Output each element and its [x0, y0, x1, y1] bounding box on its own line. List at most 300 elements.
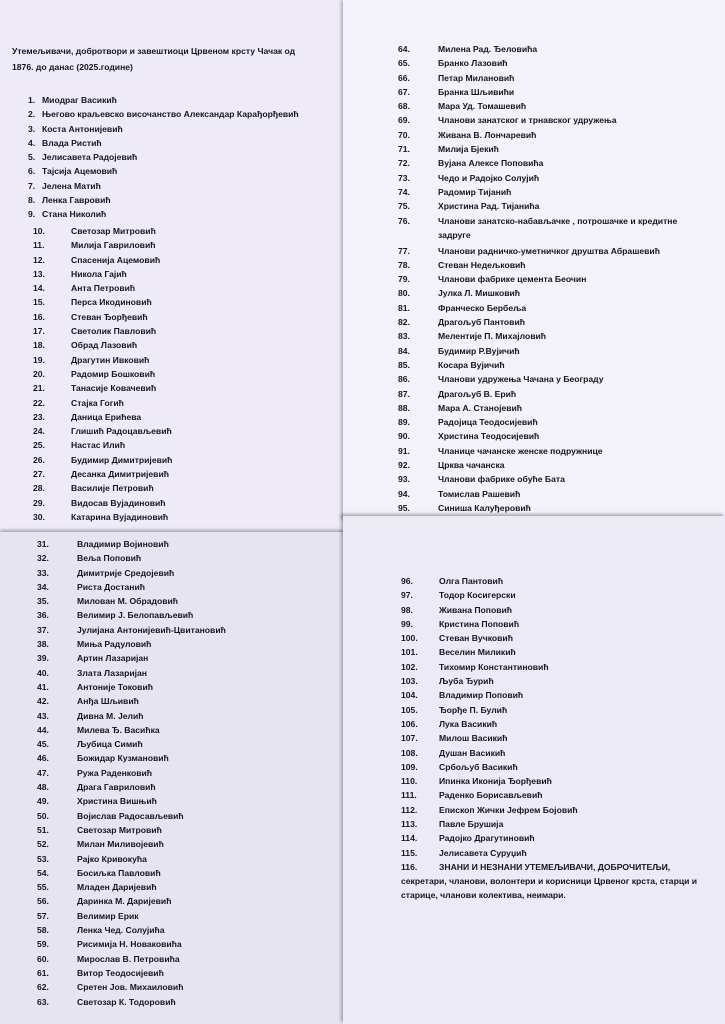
item-name: Танасије Ковачевић [71, 383, 157, 394]
item-number: 71. [398, 144, 410, 155]
item-name: Стеван Ђорђевић [71, 311, 148, 322]
list-item [398, 56, 723, 70]
item-number: 102. [401, 661, 418, 672]
item-name: Владимир Поповић [439, 690, 524, 701]
title-line-1: Утемељивачи, добротвори и завештиоци Црвеном крсту Чачак од [12, 46, 296, 56]
item-name: Тодор Косигерски [439, 590, 516, 601]
list-item [37, 866, 347, 880]
list-item [401, 631, 721, 645]
item-name: Миња Радуловић [77, 639, 152, 650]
item-number: 62. [37, 982, 49, 993]
item-name: Бранка Шљивићи [438, 86, 515, 97]
list-item [33, 310, 348, 324]
item-number: 57. [37, 910, 49, 921]
item-name: Перса Икодиновић [71, 297, 152, 308]
item-number: 83. [398, 331, 410, 342]
item-number: 104. [401, 690, 418, 701]
list-item [37, 751, 347, 765]
item-name: Кристина Поповић [439, 618, 520, 629]
list-item [398, 501, 723, 515]
item-number: 72. [398, 158, 410, 169]
item-number: 85. [398, 359, 410, 370]
document-title [12, 43, 347, 75]
item-name: Веља Поповић [77, 553, 142, 564]
item-name: Чедо и Радојко Солујић [438, 172, 540, 183]
item-number: 100. [401, 633, 418, 644]
item-number: 64. [398, 44, 410, 54]
item-number: 84. [398, 345, 410, 356]
list-item [28, 107, 348, 121]
item-number: 96. [401, 576, 413, 586]
item-name: Ружа Раденковић [77, 767, 153, 778]
item-name: Душан Васикић [439, 747, 506, 758]
item-name: Радомир Тијанић [438, 186, 512, 197]
list-item [33, 467, 348, 481]
item-number: 45. [37, 739, 49, 750]
member-list-10-30 [33, 224, 348, 524]
list-item [398, 344, 723, 358]
item-number: 7. [28, 180, 36, 191]
list-item [37, 837, 347, 851]
item-number: 88. [398, 402, 410, 413]
item-name: Живана Поповић [439, 604, 513, 615]
item-number: 77. [398, 245, 410, 256]
item-name: Чланови радничко-уметничког друштва Абрашевић [438, 245, 660, 256]
list-item [37, 766, 347, 780]
item-name: Мара А. Станојевић [438, 402, 523, 413]
list-item [37, 551, 347, 565]
item-name: Веселин Миликић [439, 647, 516, 658]
item-number: 69. [398, 115, 410, 126]
item-number: 92. [398, 460, 410, 471]
item-name: Милован М. Обрадовић [77, 596, 179, 607]
list-item [401, 731, 721, 745]
list-item [398, 185, 723, 199]
item-name: Артин Лазаријан [77, 653, 149, 664]
item-name: Даринка М. Даријевић [77, 896, 172, 907]
list-item [33, 481, 348, 495]
list-item [398, 487, 723, 501]
item-number: 27. [33, 469, 45, 480]
list-item [398, 113, 723, 127]
item-number: 97. [401, 590, 413, 601]
item-number: 60. [37, 953, 49, 964]
item-number: 29. [33, 497, 45, 508]
item-number: 82. [398, 317, 410, 328]
list-item [401, 803, 721, 817]
item-number: 41. [37, 681, 49, 692]
item-name: Рајко Кривокућа [77, 853, 147, 864]
item-name: Милена Рад. Ђеловића [438, 44, 538, 54]
list-item [33, 381, 348, 395]
list-item [37, 980, 347, 994]
list-item [398, 415, 723, 429]
item-number: 105. [401, 704, 418, 715]
item-number: 111. [401, 790, 417, 801]
item-number: 12. [33, 254, 45, 265]
list-item [398, 401, 723, 415]
item-number: 5. [28, 152, 36, 163]
list-item [37, 894, 347, 908]
list-item [33, 295, 348, 309]
item-name: Јулијана Антонијевић-Цвитановић [77, 624, 226, 635]
item-number: 78. [398, 259, 410, 270]
item-name: Видосав Вујадиновић [71, 497, 166, 508]
list-item [398, 99, 723, 113]
list-item [398, 71, 723, 85]
list-item [33, 496, 348, 510]
list-item [33, 338, 348, 352]
item-number: 28. [33, 483, 45, 494]
item-name: Тихомир Константиновић [439, 661, 549, 672]
item-name: Мелентије П. Михајловић [438, 331, 547, 342]
item-number: 1. [28, 95, 36, 105]
item-name: Мара Уд. Томашевић [438, 101, 527, 112]
item-name: Сретен Јов. Михаиловић [77, 982, 184, 993]
list-item [33, 324, 348, 338]
item-number: 39. [37, 653, 49, 664]
item-name: Олга Пантовић [439, 576, 504, 586]
paper-sheet-top-left [0, 0, 348, 540]
item-name: Косара Вујичић [438, 359, 505, 370]
list-item [33, 267, 348, 281]
list-item [33, 353, 348, 367]
item-number: 17. [33, 326, 45, 337]
item-name: Будимир Р.Вујичић [438, 345, 520, 356]
item-number: 35. [37, 596, 49, 607]
item-number: 58. [37, 925, 49, 936]
item-number: 67. [398, 86, 410, 97]
list-item [401, 817, 721, 831]
member-list-1-9 [28, 93, 348, 222]
item-name: Рисимија Н. Новаковића [77, 939, 182, 950]
list-item [401, 703, 721, 717]
list-item [401, 846, 721, 860]
item-name: Милева Ђ. Васићка [77, 724, 160, 735]
item-number: 115. [401, 847, 418, 858]
list-item [37, 709, 347, 723]
list-item [37, 608, 347, 622]
item-name: Владимир Војиновић [77, 539, 169, 549]
list-item [37, 909, 347, 923]
list-item [37, 780, 347, 794]
item-name: Стеван Вучковић [439, 633, 513, 644]
item-name: Спасенија Ацемовић [71, 254, 161, 265]
item-name: Антоније Токовић [77, 681, 153, 692]
item-name: Бранко Лазовић [438, 58, 508, 69]
item-name: Чланови занатског и трнавског удружења [438, 115, 617, 126]
item-name: Драгољуб Пантовић [438, 317, 525, 328]
item-name: Велимир Ј. Белопављевић [77, 610, 194, 621]
item-number: 36. [37, 610, 49, 621]
item-number: 30. [33, 511, 45, 522]
item-name: Миодраг Васикић [42, 95, 117, 105]
item-name: Ленка Гавровић [42, 195, 111, 206]
item-name: Стеван Недељковић [438, 259, 526, 270]
item-number: 24. [33, 426, 45, 437]
item-name: Обрад Лазовић [71, 340, 138, 351]
item-name: Стајка Гогић [71, 397, 124, 408]
list-item [28, 122, 348, 136]
item-number: 98. [401, 604, 413, 615]
item-number: 99. [401, 618, 413, 629]
item-name: Василије Петровић [71, 483, 154, 494]
item-number: 63. [37, 996, 49, 1007]
item-number: 11. [33, 240, 45, 251]
list-item [37, 666, 347, 680]
item-number: 107. [401, 733, 418, 744]
item-number: 38. [37, 639, 49, 650]
item-number: 53. [37, 853, 49, 864]
item-number: 3. [28, 123, 36, 134]
list-item [28, 164, 348, 178]
item-number: 59. [37, 939, 49, 950]
item-name: Павле Брушија [439, 819, 504, 830]
item-number: 19. [33, 354, 45, 365]
item-number: 112. [401, 804, 418, 815]
list-item [37, 566, 347, 580]
list-item [401, 660, 721, 674]
item-number: 46. [37, 753, 49, 764]
item-number: 76. [398, 215, 410, 226]
list-item [37, 823, 347, 837]
item-name: Коста Антонијевић [42, 123, 123, 134]
list-item [37, 852, 347, 866]
item-name: Десанка Димитријевић [71, 469, 169, 480]
list-item [401, 588, 721, 602]
list-item [398, 85, 723, 99]
item-name: Драга Гавриловић [77, 782, 156, 793]
item-number: 80. [398, 288, 410, 299]
item-number: 70. [398, 129, 410, 140]
item-number: 44. [37, 724, 49, 735]
item-number: 109. [401, 761, 418, 772]
item-number: 18. [33, 340, 45, 351]
item-name: Црква чачанска [438, 460, 505, 471]
item-number: 75. [398, 201, 410, 212]
item-number: 91. [398, 445, 410, 456]
paper-sheet-bottom-right [343, 516, 725, 1024]
item-number: 79. [398, 274, 410, 285]
list-item [398, 429, 723, 443]
item-number: 81. [398, 302, 410, 313]
item-name: Љуба Ђурић [439, 676, 494, 687]
list-item [37, 809, 347, 823]
list-item [37, 623, 347, 637]
item-number: 10. [33, 226, 45, 236]
list-item [398, 286, 723, 300]
item-name: Божидар Кузмановић [77, 753, 169, 764]
list-item [33, 396, 348, 410]
item-name: Будимир Димитријевић [71, 454, 173, 465]
list-item [398, 329, 723, 343]
list-item [398, 444, 723, 458]
list-item [401, 688, 721, 702]
item-name: Светозар Митровић [71, 226, 156, 236]
item-name: Ђорђе П. Булић [439, 704, 508, 715]
list-item [401, 746, 721, 760]
item-name: Србољуб Васикић [439, 761, 518, 772]
item-number: 48. [37, 782, 49, 793]
list-item [37, 723, 347, 737]
item-name: Анђа Шљивић [77, 696, 139, 707]
item-name: Раденко Борисављевић [439, 790, 543, 801]
item-name: Милан Миливојевић [77, 839, 164, 850]
item-name: Војислав Радосављевић [77, 810, 184, 821]
item-number: 101. [401, 647, 418, 658]
list-item [33, 510, 348, 524]
item-name: Јелисавета Радојевић [42, 152, 138, 163]
member-list-31-63 [37, 537, 347, 1009]
item-name: Лука Васикић [439, 718, 498, 729]
item-number: 16. [33, 311, 45, 322]
list-item [398, 214, 723, 244]
list-item [37, 580, 347, 594]
list-item [398, 171, 723, 185]
item-number: 25. [33, 440, 45, 451]
list-item [401, 788, 721, 802]
item-name: Велимир Ерик [77, 910, 139, 921]
list-item [398, 258, 723, 272]
list-item [398, 358, 723, 372]
item-name: Чланице чачанске женске подружнице [438, 445, 603, 456]
item-number: 113. [401, 819, 418, 830]
item-number: 14. [33, 283, 45, 294]
item-number: 108. [401, 747, 418, 758]
item-name: Чланови занатско-набављачке , потрошачке и кредитне задруге [438, 214, 677, 228]
item-name: Глишић Радоцављевић [71, 426, 172, 437]
item-number: 66. [398, 72, 410, 83]
list-item [37, 651, 347, 665]
item-name: Светозар Митровић [77, 824, 162, 835]
item-name: Тајсија Ацемовић [42, 166, 118, 177]
item-number: 93. [398, 474, 410, 485]
list-item [28, 136, 348, 150]
item-name: Босиљка Павловић [77, 867, 161, 878]
item-number: 51. [37, 824, 49, 835]
item-name: ЗНАНИ И НЕЗНАНИ УТЕМЕЉИВАЧИ, ДОБРОЧИТЕЉИ, секретари, чланови, волонтери и корисници Црвеног крста, старци и старице, чланови колектива, неимари. [439, 860, 670, 874]
list-item [33, 367, 348, 381]
item-number: 43. [37, 710, 49, 721]
item-name: Ленка Чед. Солујића [77, 925, 165, 936]
paper-sheet-bottom-left [0, 532, 350, 1024]
item-number: 15. [33, 297, 45, 308]
item-name: Петар Милановић [438, 72, 515, 83]
list-item [401, 760, 721, 774]
list-item [37, 680, 347, 694]
item-number: 55. [37, 882, 49, 893]
list-item [33, 281, 348, 295]
item-number: 110. [401, 776, 418, 787]
item-name: Влада Ристић [42, 137, 102, 148]
item-name: Епископ Жички Јефрем Бојовић [439, 804, 578, 815]
item-number: 34. [37, 581, 49, 592]
item-name: Витор Теодосијевић [77, 967, 164, 978]
list-item [37, 923, 347, 937]
item-number: 74. [398, 186, 410, 197]
item-name: Његово краљевско височанство Александар Карађорђевић [42, 109, 299, 120]
item-number: 87. [398, 388, 410, 399]
list-item [401, 574, 721, 588]
item-name-continuation: секретари, чланови, волонтери и корисници Црвеног крста, старци и старице, чланови колектива, неимари. [401, 875, 698, 900]
list-item [37, 637, 347, 651]
item-name: Злата Лазаријан [77, 667, 147, 678]
item-name: Чланови удружења Чачана у Београду [438, 374, 604, 385]
item-number: 40. [37, 667, 49, 678]
item-number: 106. [401, 718, 418, 729]
item-number: 89. [398, 417, 410, 428]
item-name: Дивна М. Јелић [77, 710, 144, 721]
item-name: Франческо Бербеља [438, 302, 527, 313]
list-item [37, 966, 347, 980]
list-item [37, 794, 347, 808]
item-number: 13. [33, 268, 45, 279]
list-item [398, 142, 723, 156]
list-item [37, 952, 347, 966]
list-item [401, 645, 721, 659]
list-item [398, 458, 723, 472]
list-item [401, 617, 721, 631]
member-list-64-95 [398, 42, 723, 515]
item-number: 20. [33, 368, 45, 379]
item-name: Радомир Бошковић [71, 368, 156, 379]
list-item [398, 372, 723, 386]
item-number: 65. [398, 58, 410, 69]
item-name: Светозар К. Тодоровић [77, 996, 176, 1007]
item-name: Младен Даријевић [77, 882, 157, 893]
item-number: 23. [33, 411, 45, 422]
item-name: Христина Теодосијевић [438, 431, 540, 442]
item-number: 2. [28, 109, 36, 120]
item-number: 6. [28, 166, 36, 177]
item-name: Радојко Драгутиновић [439, 833, 535, 844]
list-item [28, 193, 348, 207]
item-number: 68. [398, 101, 410, 112]
list-item [398, 156, 723, 170]
item-name: Катарина Вујадиновић [71, 511, 169, 522]
item-name: Вујана Алексе Поповића [438, 158, 544, 169]
item-name: Радојица Теодосијевић [438, 417, 538, 428]
item-name: Јелена Матић [42, 180, 101, 191]
item-name: Димитрије Средојевић [77, 567, 175, 578]
item-number: 50. [37, 810, 49, 821]
item-name: Ипинка Иконија Ђорђевић [439, 776, 552, 787]
item-number: 26. [33, 454, 45, 465]
list-item [37, 995, 347, 1009]
item-name: Никола Гајић [71, 268, 127, 279]
item-name: Живана В. Лончаревић [438, 129, 537, 140]
list-item [401, 831, 721, 845]
item-number: 61. [37, 967, 49, 978]
item-number: 86. [398, 374, 410, 385]
item-number: 54. [37, 867, 49, 878]
item-number: 8. [28, 195, 36, 206]
list-item [33, 438, 348, 452]
item-name: Христина Вишњић [77, 796, 157, 807]
list-item [33, 410, 348, 424]
item-number: 94. [398, 488, 410, 499]
item-name: Милош Васикић [439, 733, 508, 744]
list-item [398, 42, 723, 56]
list-item [401, 674, 721, 688]
item-number: 103. [401, 676, 418, 687]
item-name: Стана Николић [42, 209, 107, 220]
item-number: 22. [33, 397, 45, 408]
list-item [33, 253, 348, 267]
list-item [401, 860, 721, 910]
list-item [28, 179, 348, 193]
item-name: Мирослав В. Петровића [77, 953, 180, 964]
